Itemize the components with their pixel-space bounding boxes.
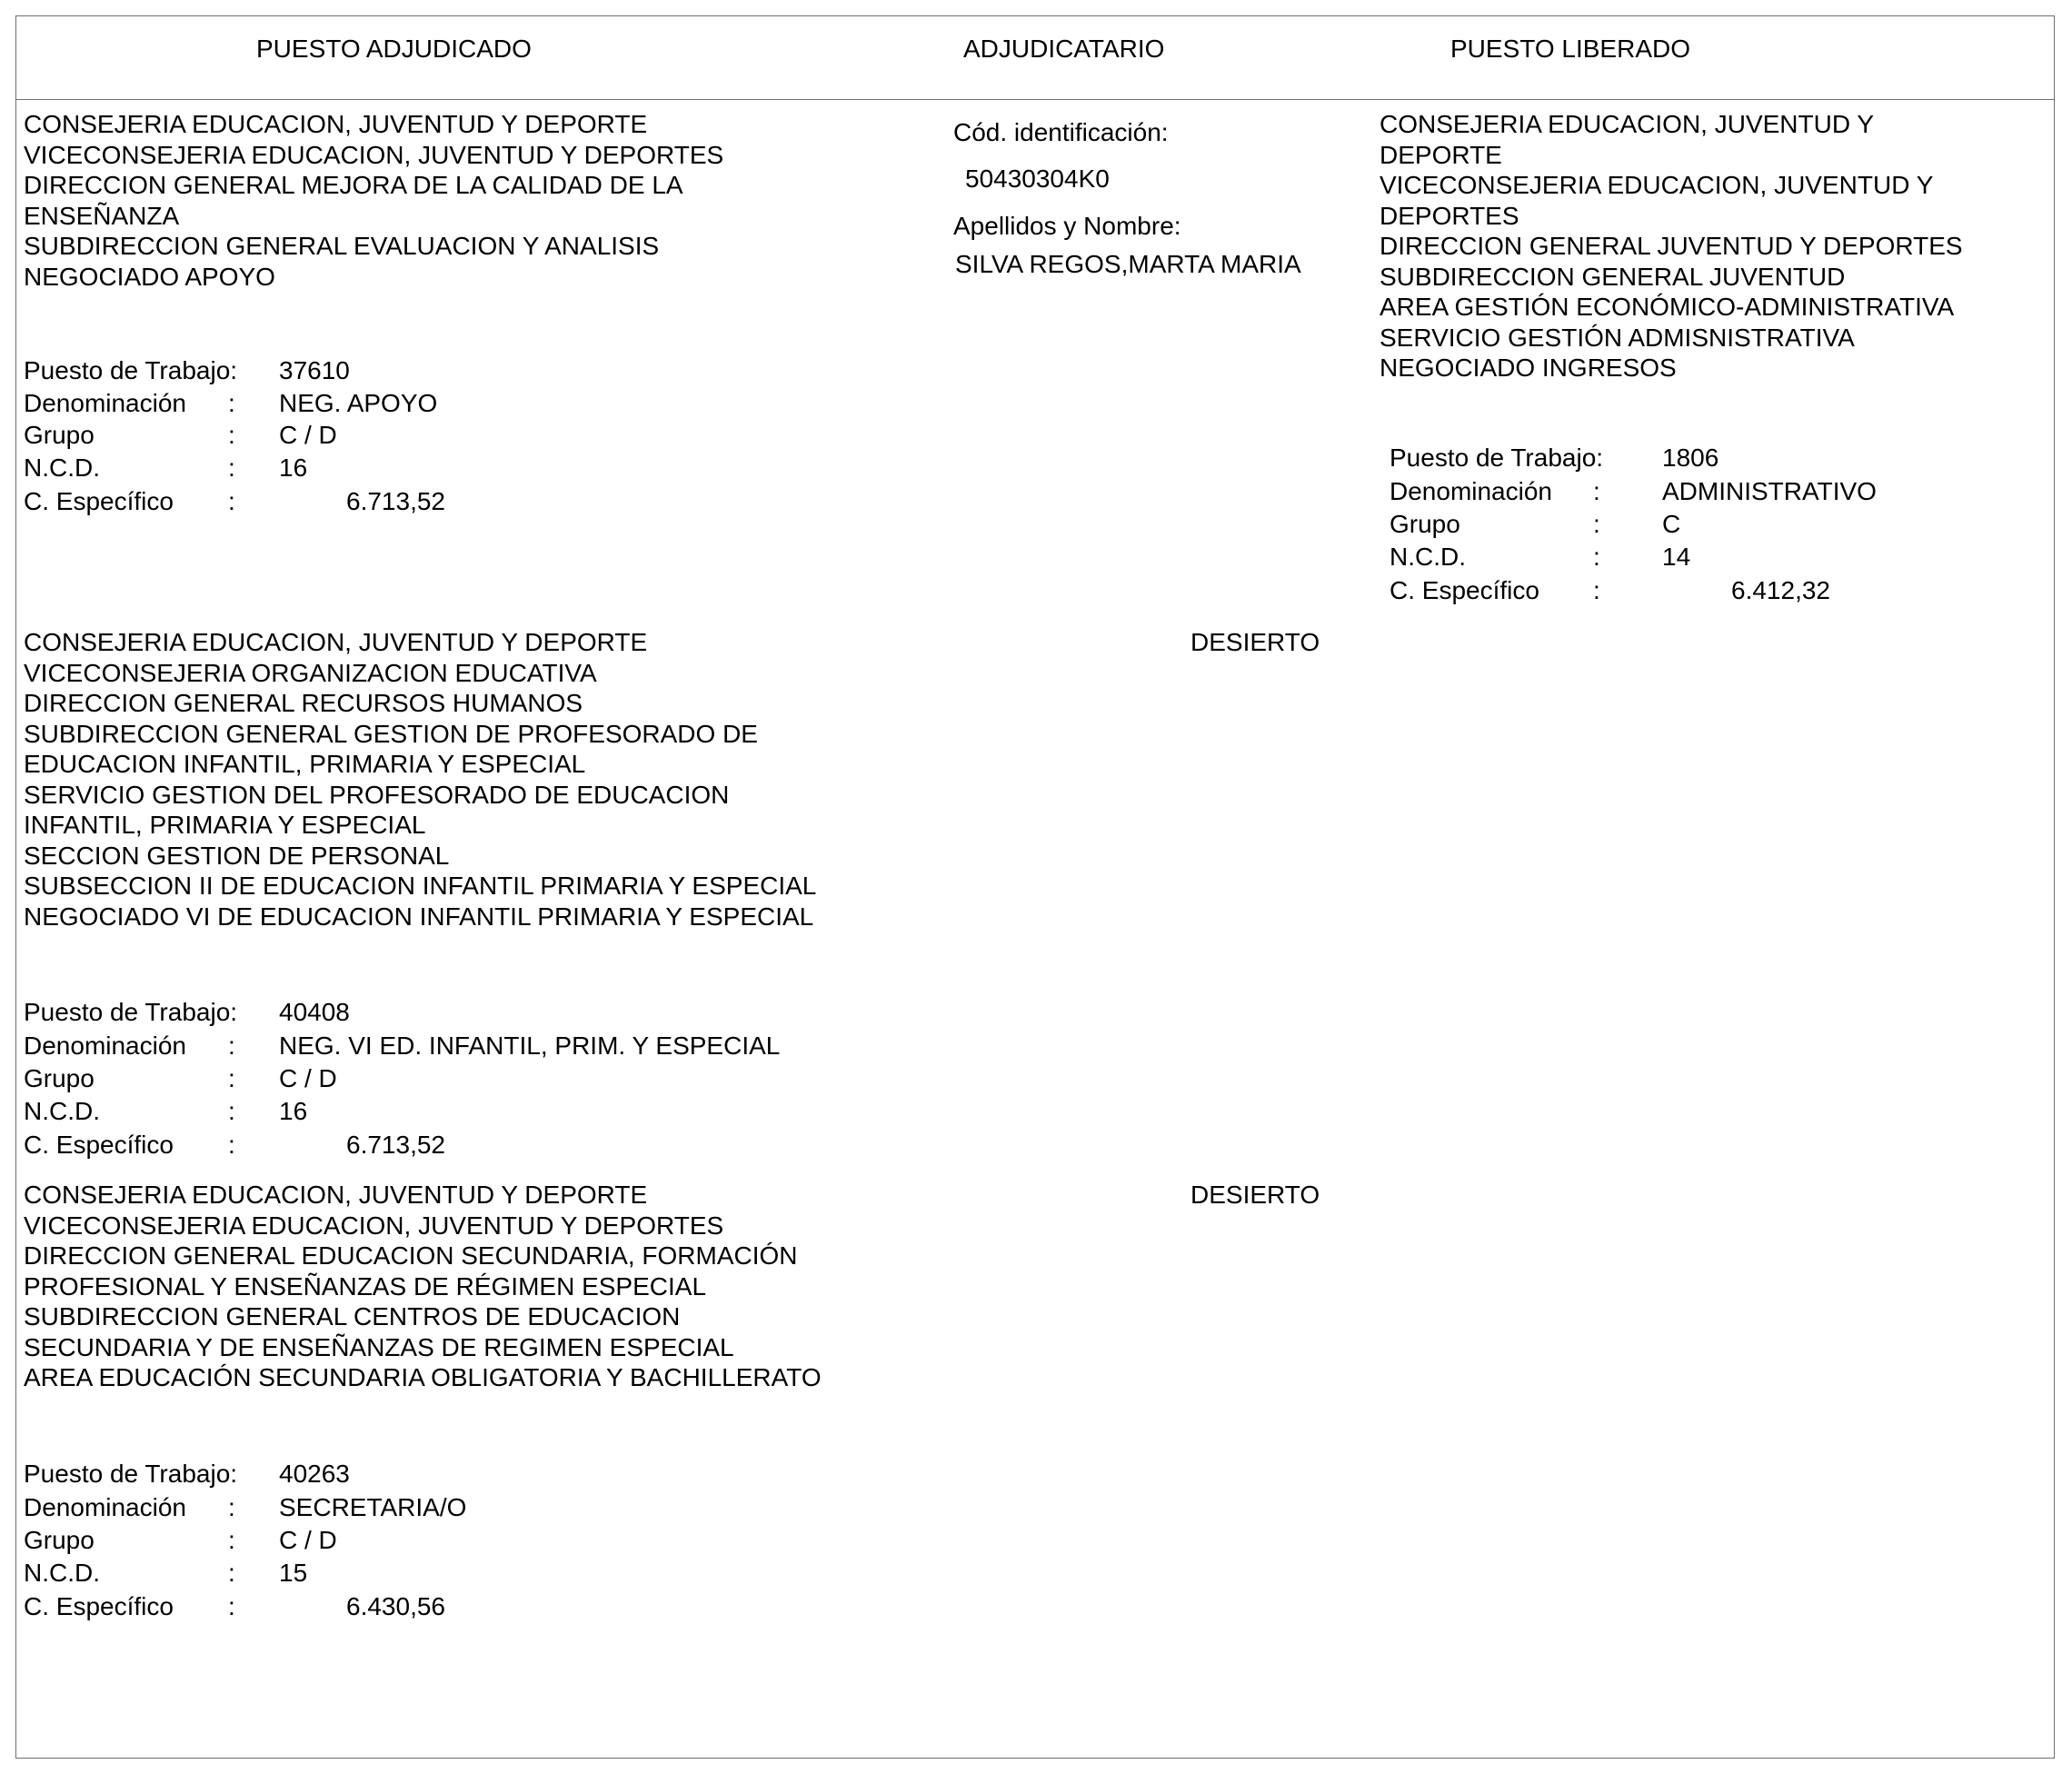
field-label: Grupo bbox=[24, 1526, 95, 1554]
header-puesto-liberado: PUESTO LIBERADO bbox=[1450, 35, 1691, 63]
org-line: NEGOCIADO APOYO bbox=[24, 262, 275, 291]
field-value: C / D bbox=[279, 1526, 337, 1554]
field-value: 14 bbox=[1662, 543, 1691, 571]
header-divider bbox=[15, 99, 2055, 100]
field-separator: : bbox=[228, 453, 235, 482]
org-line: CONSEJERIA EDUCACION, JUVENTUD Y DEPORTE bbox=[24, 628, 648, 656]
org-line: SECUNDARIA Y DE ENSEÑANZAS DE REGIMEN ESPECIAL bbox=[24, 1332, 734, 1361]
field-separator: : bbox=[228, 1131, 235, 1159]
org-line: SUBSECCION II DE EDUCACION INFANTIL PRIMARIA Y ESPECIAL bbox=[24, 872, 817, 900]
field-label: Puesto de Trabajo: bbox=[24, 356, 238, 384]
org-line: DEPORTE bbox=[1380, 140, 1502, 169]
adjudicatario-cod-label: Cód. identificación: bbox=[953, 118, 1169, 146]
field-label: Denominación bbox=[24, 1493, 186, 1521]
field-value: 40408 bbox=[279, 998, 350, 1026]
field-label: Puesto de Trabajo: bbox=[24, 998, 238, 1026]
field-separator: : bbox=[228, 1064, 235, 1092]
field-value: 1806 bbox=[1662, 444, 1719, 472]
field-separator: : bbox=[228, 1493, 235, 1521]
org-line: INFANTIL, PRIMARIA Y ESPECIAL bbox=[24, 811, 426, 839]
field-value: 6.412,32 bbox=[1731, 576, 1830, 604]
field-value: SECRETARIA/O bbox=[279, 1493, 467, 1521]
org-line: ENSEÑANZA bbox=[24, 201, 180, 230]
org-line: VICECONSEJERIA ORGANIZACION EDUCATIVA bbox=[24, 658, 597, 687]
field-label: Grupo bbox=[24, 1064, 95, 1092]
field-value: 6.713,52 bbox=[346, 1131, 445, 1159]
field-value: C / D bbox=[279, 421, 337, 449]
field-value: 16 bbox=[279, 453, 308, 482]
field-value: 6.430,56 bbox=[346, 1592, 445, 1620]
org-line: PROFESIONAL Y ENSEÑANZAS DE RÉGIMEN ESPECIAL bbox=[24, 1271, 707, 1301]
field-separator: : bbox=[228, 1097, 235, 1125]
field-separator: : bbox=[1593, 576, 1600, 604]
org-line: AREA EDUCACIÓN SECUNDARIA OBLIGATORIA Y BACHILLERATO bbox=[24, 1363, 822, 1391]
field-value: C bbox=[1662, 510, 1681, 538]
field-label: Denominación bbox=[24, 389, 186, 417]
org-line: NEGOCIADO VI DE EDUCACION INFANTIL PRIMARIA Y ESPECIAL bbox=[24, 902, 814, 931]
org-line: NEGOCIADO INGRESOS bbox=[1380, 354, 1677, 382]
field-value: 16 bbox=[279, 1097, 308, 1125]
field-label: Grupo bbox=[1390, 510, 1460, 538]
field-value: NEG. APOYO bbox=[279, 389, 438, 417]
org-line: CONSEJERIA EDUCACION, JUVENTUD Y DEPORTE bbox=[24, 1181, 648, 1209]
org-line: SERVICIO GESTIÓN ADMISNISTRATIVA bbox=[1380, 323, 1855, 352]
field-label: Grupo bbox=[24, 421, 95, 449]
field-separator: : bbox=[228, 1592, 235, 1620]
header-puesto-adjudicado: PUESTO ADJUDICADO bbox=[256, 35, 532, 63]
field-label: Puesto de Trabajo: bbox=[24, 1460, 238, 1488]
org-line: SUBDIRECCION GENERAL CENTROS DE EDUCACION bbox=[24, 1302, 681, 1330]
entry-3-org-block bbox=[24, 1180, 822, 1393]
field-label: N.C.D. bbox=[1390, 543, 1466, 571]
field-separator: : bbox=[1593, 543, 1600, 571]
field-value: C / D bbox=[279, 1064, 337, 1092]
field-label: C. Específico bbox=[24, 1131, 174, 1159]
field-label: Puesto de Trabajo: bbox=[1390, 444, 1604, 472]
field-separator: : bbox=[1593, 510, 1600, 538]
entry-2-org-block bbox=[24, 627, 816, 932]
org-line: SUBDIRECCION GENERAL JUVENTUD bbox=[1380, 262, 1846, 291]
org-line: EDUCACION INFANTIL, PRIMARIA Y ESPECIAL bbox=[24, 750, 586, 778]
org-line: VICECONSEJERIA EDUCACION, JUVENTUD Y DEPORTES bbox=[24, 1211, 724, 1240]
field-value: 37610 bbox=[279, 356, 350, 384]
field-separator: : bbox=[228, 487, 235, 515]
field-label: N.C.D. bbox=[24, 1559, 100, 1587]
org-line: SECCION GESTION DE PERSONAL bbox=[24, 841, 450, 870]
field-label: C. Específico bbox=[1390, 576, 1539, 604]
field-separator: : bbox=[228, 389, 235, 417]
field-value: 6.713,52 bbox=[346, 487, 445, 515]
org-line: AREA GESTIÓN ECONÓMICO-ADMINISTRATIVA bbox=[1380, 293, 1955, 321]
org-line: VICECONSEJERIA EDUCACION, JUVENTUD Y bbox=[1380, 171, 1934, 199]
org-line: DIRECCION GENERAL MEJORA DE LA CALIDAD DE LA bbox=[24, 171, 683, 199]
field-separator: : bbox=[1593, 477, 1600, 505]
field-value: ADMINISTRATIVO bbox=[1662, 477, 1877, 505]
entry-1-org-block bbox=[24, 109, 723, 292]
org-line: VICECONSEJERIA EDUCACION, JUVENTUD Y DEPORTES bbox=[24, 140, 724, 169]
org-line: DIRECCION GENERAL JUVENTUD Y DEPORTES bbox=[1380, 232, 1963, 260]
field-value: NEG. VI ED. INFANTIL, PRIM. Y ESPECIAL bbox=[279, 1032, 781, 1060]
org-line: SUBDIRECCION GENERAL EVALUACION Y ANALISIS bbox=[24, 232, 660, 260]
org-line: DIRECCION GENERAL EDUCACION SECUNDARIA, FORMACIÓN bbox=[24, 1241, 798, 1270]
field-separator: : bbox=[228, 421, 235, 449]
field-label: C. Específico bbox=[24, 1592, 174, 1620]
org-line: DEPORTES bbox=[1380, 201, 1519, 230]
org-line: CONSEJERIA EDUCACION, JUVENTUD Y bbox=[1380, 110, 1875, 138]
liberado-org-block bbox=[1380, 109, 1963, 384]
adjudicatario-nombre-label: Apellidos y Nombre: bbox=[953, 212, 1181, 240]
header-adjudicatario: ADJUDICATARIO bbox=[963, 35, 1165, 63]
field-label: N.C.D. bbox=[24, 453, 100, 482]
org-line: DIRECCION GENERAL RECURSOS HUMANOS bbox=[24, 689, 583, 717]
status-desierto: DESIERTO bbox=[1190, 628, 1320, 656]
field-separator: : bbox=[228, 1559, 235, 1587]
status-desierto: DESIERTO bbox=[1190, 1181, 1320, 1209]
field-label: C. Específico bbox=[24, 487, 174, 515]
adjudicatario-cod-value: 50430304K0 bbox=[965, 164, 1110, 193]
field-separator: : bbox=[228, 1032, 235, 1060]
org-line: CONSEJERIA EDUCACION, JUVENTUD Y DEPORTE bbox=[24, 110, 648, 138]
field-label: Denominación bbox=[24, 1032, 186, 1060]
field-label: N.C.D. bbox=[24, 1097, 100, 1125]
org-line: SERVICIO GESTION DEL PROFESORADO DE EDUCACION bbox=[24, 780, 730, 809]
field-value: 15 bbox=[279, 1559, 308, 1587]
field-value: 40263 bbox=[279, 1460, 350, 1488]
field-label: Denominación bbox=[1390, 477, 1552, 505]
org-line: SUBDIRECCION GENERAL GESTION DE PROFESORADO DE bbox=[24, 719, 758, 748]
field-separator: : bbox=[228, 1526, 235, 1554]
adjudicatario-nombre-value: SILVA REGOS,MARTA MARIA bbox=[955, 250, 1301, 278]
